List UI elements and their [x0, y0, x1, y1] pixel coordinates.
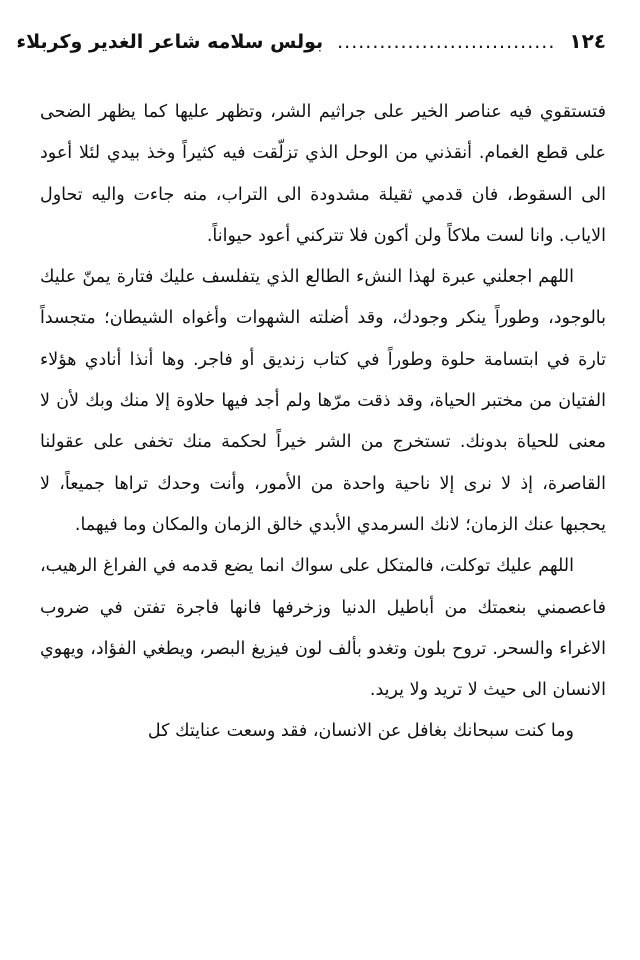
paragraph-trust: اللهم عليك توكلت، فالمتكل على سواك انما يضع قدمه في الفراغ الرهيب، فاعصمني بنعمتك من أباطيل الدنيا وزخرفها فانها فاجرة تفتن في ضروب الاغراء والسحر. تروح بلون وتغدو بألف لون فيزيغ البصر، ويطغي الفؤاد، ويهوي الانسان الى حيث لا تريد ولا يريد. [40, 556, 606, 701]
page-number: ١٢٤ [569, 29, 606, 53]
running-title: بولس سلامه شاعر الغدير وكربلاء [16, 31, 324, 53]
paragraph-continuation: فتستقوي فيه عناصر الخير على جراثيم الشر، وتظهر عليها كما يظهر الضحى على قطع الغمام. أنقذني من الوحل الذي تزلّقت فيه كثيراً وخذ بيدي لئلا أعود الى السقوط، فان قدمي ثقيلة مشدودة الى التراب، منه جاءت واليه تحاول الاياب. وانا لست ملاكاً ولن أكون فلا تتركني أعود حيواناً. [40, 102, 606, 246]
book-page [16, 22, 606, 753]
paragraph-providence: وما كنت سبحانك بغافل عن الانسان، فقد وسعت عنايتك كل [147, 721, 574, 742]
running-header [16, 22, 606, 60]
body-text [40, 92, 606, 753]
paragraph-prayer-youth: اللهم اجعلني عبرة لهذا النشء الطالع الذي يتفلسف عليك فتارة يمنّ عليك بالوجود، وطوراً ينكر وجودك، وقد أضلته الشهوات وأغواه الشيطان؛ متجسداً تارة في ابتسامة حلوة وطوراً في كتاب زنديق أو فاجر. وها أنذا أنادي هؤلاء الفتيان من مختبر الحياة، وقد ذقت مرّها ولم أجد فيها حلاوة إلا منك وبك لأن لا معنى للحياة بدونك. تستخرج من الشر خيراً لحكمة منك تخفى على عقولنا القاصرة، إذ لا نرى إلا ناحية واحدة من الأمور، وأنت وحدك تراها جميعاً، لا يحجبها عنك الزمان؛ لانك السرمدي الأبدي خالق الزمان والمكان وما فيهما. [40, 267, 606, 535]
header-leader-dots: ............................... [337, 31, 556, 53]
